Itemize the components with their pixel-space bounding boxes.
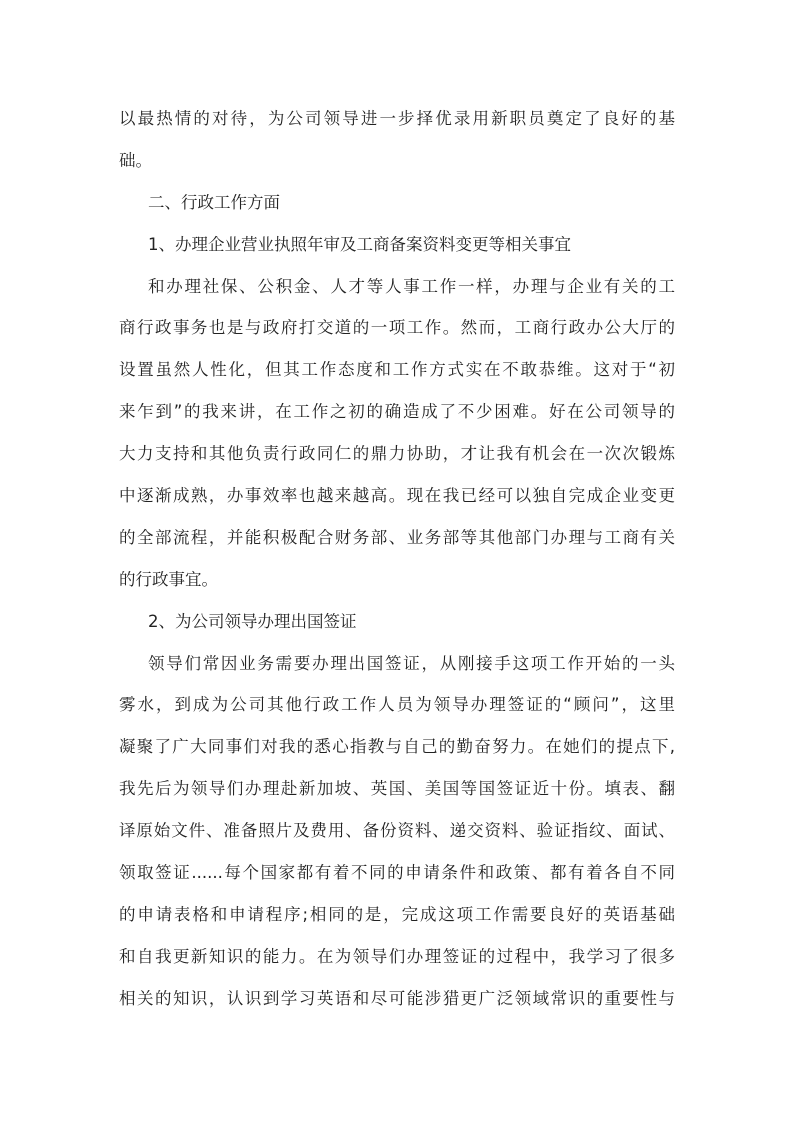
- text-line: 凝聚了广大同事们对我的悉心指教与自己的勤奋努力。在她们的提点下,: [119, 737, 675, 757]
- text-line: 领导们常因业务需要办理出国签证，从刚接手这项工作开始的一头: [148, 653, 675, 673]
- section-heading: 二、行政工作方面: [148, 192, 280, 212]
- text-line: 大力支持和其他负责行政同仁的鼎力协助，才让我有机会在一次次锻炼: [119, 444, 675, 464]
- text-line: 和自我更新知识的能力。在为领导们办理签证的过程中，我学习了很多: [119, 946, 675, 966]
- text-line: 的申请表格和申请程序;相同的是，完成这项工作需要良好的英语基础: [119, 904, 675, 924]
- text-line: 领取签证......每个国家都有着不同的申请条件和政策、都有着各自不同: [119, 863, 675, 883]
- document-page: [119, 98, 675, 1020]
- text-line: 中逐渐成熟，办事效率也越来越高。现在我已经可以独自完成企业变更: [119, 486, 675, 506]
- text-line: 来乍到”的我来讲，在工作之初的确造成了不少困难。好在公司领导的: [119, 402, 675, 422]
- text-line: 础。: [119, 150, 152, 170]
- text-line: 我先后为领导们办理赴新加坡、英国、美国等国签证近十份。填表、翻: [119, 779, 675, 799]
- text-line: 以最热情的对待，为公司领导进一步择优录用新职员奠定了良好的基: [119, 109, 675, 128]
- text-line: 和办理社保、公积金、人才等人事工作一样，办理与企业有关的工: [148, 276, 675, 296]
- text-line: 的全部流程，并能积极配合财务部、业务部等其他部门办理与工商有关: [119, 527, 675, 547]
- text-line: 雾水，到成为公司其他行政工作人员为领导办理签证的“顾问”，这里: [119, 695, 675, 715]
- text-line: 译原始文件、准备照片及费用、备份资料、递交资料、验证指纹、面试、: [119, 821, 675, 841]
- subsection-heading: 1、办理企业营业执照年审及工商备案资料变更等相关事宜: [148, 234, 571, 254]
- text-line: 商行政事务也是与政府打交道的一项工作。然而，工商行政办公大厅的: [119, 318, 675, 338]
- text-line: 相关的知识，认识到学习英语和尽可能涉猎更广泛领域常识的重要性与: [119, 988, 675, 1008]
- text-line: 的行政事宜。: [119, 569, 218, 589]
- subsection-heading: 2、为公司领导办理出国签证: [148, 611, 357, 631]
- text-line: 设置虽然人性化，但其工作态度和工作方式实在不敢恭维。这对于“初: [119, 360, 675, 380]
